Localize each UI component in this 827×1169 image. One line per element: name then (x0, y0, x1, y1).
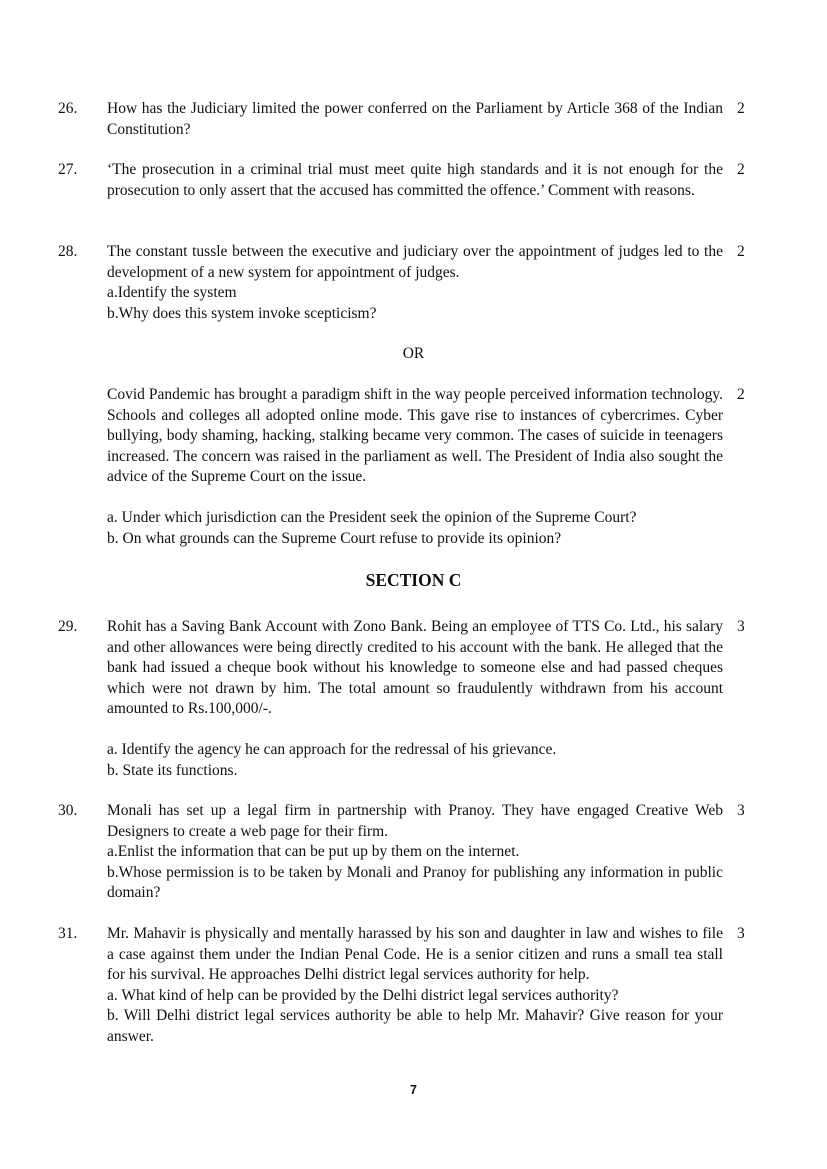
question-text (107, 242, 723, 324)
section-heading: SECTION C (365, 570, 462, 590)
question-subpart: a. Under which jurisdiction can the President seek the opinion of the Supreme Court? (107, 509, 637, 526)
question-subpart: a. Identify the agency he can approach for the redressal of his grievance. (107, 741, 557, 758)
question-marks: 3 (737, 925, 745, 942)
question-line: Mr. Mahavir is physically and mentally harassed by his son and daughter in law and wishes to file a case against them under the Indian Penal Code. He is a senior citizen and runs a small tea stall for his survival. He approaches Delhi district legal services authority for help. (107, 925, 723, 983)
question-marks: 3 (737, 802, 745, 819)
question-line: Rohit has a Saving Bank Account with Zono Bank. Being an employee of TTS Co. Ltd., his salary and other allowances were being directly credited to his account with the bank. He alleged that the bank had issued a cheque book without his knowledge to someone else and had passed cheques which were not drawn by him. The total amount so fraudulently withdrawn from his account amounted to Rs.100,000/-. (107, 618, 723, 717)
question-marks: 2 (737, 161, 745, 178)
question-text (107, 99, 723, 140)
question-marks: 2 (737, 243, 745, 260)
question-line: ‘The prosecution in a criminal trial must meet quite high standards and it is not enough for the prosecution to only assert that the accused has committed the offence.’ Comment with reasons. (107, 161, 723, 199)
question-subpart: b. State its functions. (107, 761, 238, 779)
question-subpart: b. On what grounds can the Supreme Court refuse to provide its opinion? (107, 529, 562, 547)
question-subpart: b. Will Delhi district legal services authority be able to help Mr. Mahavir? Give reason for your answer. (107, 1007, 723, 1045)
question-subpart: a.Enlist the information that can be put up by them on the internet. (107, 843, 520, 860)
question-marks: 2 (737, 100, 745, 117)
question-text (107, 617, 723, 781)
question-number: 28. (58, 243, 78, 260)
question-subpart: a.Identify the system (107, 284, 237, 301)
question-number: 27. (58, 161, 78, 178)
or-divider: OR (402, 345, 425, 362)
question-number: 31. (58, 925, 78, 942)
question-line: How has the Judiciary limited the power conferred on the Parliament by Article 368 of the Indian Constitution? (107, 100, 723, 138)
question-text (107, 385, 723, 549)
question-subpart: b.Whose permission is to be taken by Monali and Pranoy for publishing any information in public domain? (107, 863, 723, 901)
question-line: Covid Pandemic has brought a paradigm shift in the way people perceived information technology. Schools and colleges all adopted online mode. This gave rise to instances of cybercrimes. Cyber bullying, body shaming, hacking, stalking became very common. The cases of suicide in teenagers increased. The concern was raised in the parliament as well. The President of India also sought the advice of the Supreme Court on the issue. (107, 386, 723, 485)
question-number: 30. (58, 802, 78, 819)
question-line: The constant tussle between the executive and judiciary over the appointment of judges led to the development of a new system for appointment of judges. (107, 243, 723, 281)
question-number: 26. (58, 100, 78, 117)
question-text (107, 924, 723, 1047)
question-subpart: a. What kind of help can be provided by the Delhi district legal services authority? (107, 986, 619, 1004)
question-marks: 3 (737, 618, 745, 635)
question-number: 29. (58, 618, 78, 635)
question-line: Monali has set up a legal firm in partnership with Pranoy. They have engaged Creative Web Designers to create a web page for their firm. (107, 802, 723, 840)
page-number: 7 (410, 1083, 417, 1097)
question-marks: 2 (737, 386, 745, 403)
question-text (107, 160, 723, 201)
question-text (107, 801, 723, 904)
question-subpart: b.Why does this system invoke scepticism? (107, 304, 377, 322)
